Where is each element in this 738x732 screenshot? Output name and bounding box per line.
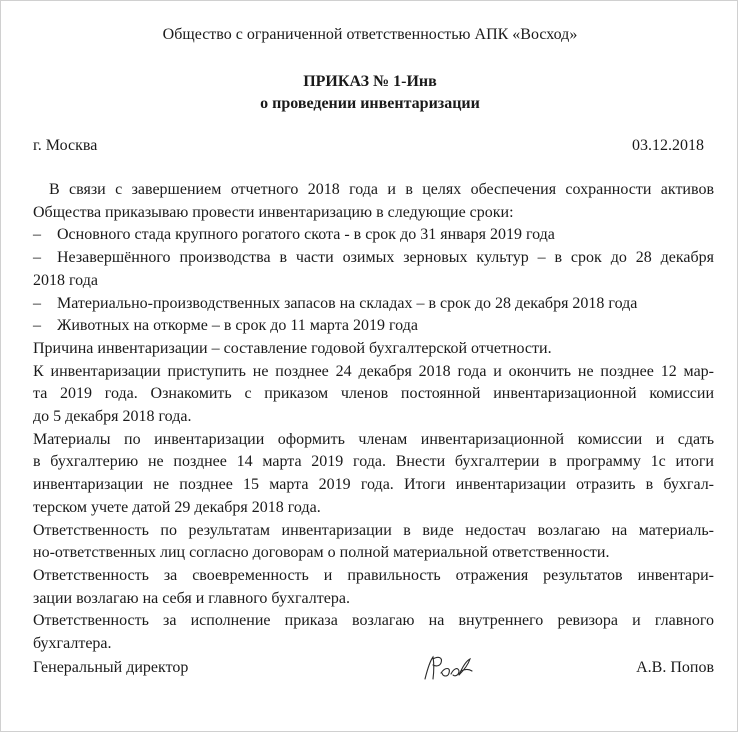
body-line: Ответственность за своевременность и правильность отражения результатов инвентари- — [33, 566, 714, 584]
company-name: Общество с ограниченной ответственностью АПК «Восход» — [162, 26, 578, 43]
body-line: в бухгалтерию не позднее 14 марта 2019 года. Внести бухгалтерии в программу 1с итоги — [33, 453, 714, 471]
list-item: – Основного стада крупного рогатого скота - в срок до 31 января 2019 года — [33, 226, 555, 244]
order-number: ПРИКАЗ № 1-Инв — [303, 73, 437, 90]
order-body — [33, 179, 714, 656]
body-line: но-ответственных лиц согласно договорам о полной материальной ответственности. — [33, 544, 610, 562]
body-line: зации возлагаю на себя и главного бухгалтера. — [33, 589, 350, 607]
body-line: Причина инвентаризации – составление годовой бухгалтерской отчетности. — [33, 339, 552, 357]
list-item: – Животных на откорме – в срок до 11 марта 2019 года — [33, 317, 418, 335]
body-line: 2018 года — [33, 271, 98, 289]
list-item: – Незавершённого производства в части озимых зерновых культур – в срок до 28 декабря — [33, 249, 714, 267]
body-line: В связи с завершением отчетного 2018 года и в целях обеспечения сохранности активов — [49, 181, 714, 198]
body-line: та 2019 года. Ознакомить с приказом членов постоянной инвентаризационной комиссии — [33, 385, 714, 403]
body-line: Ответственность по результатам инвентаризации в виде недостач возлагаю на материаль- — [33, 521, 714, 539]
body-line: Ответственность за исполнение приказа возлагаю на внутреннего ревизора и главного — [33, 612, 714, 630]
order-title — [1, 71, 738, 115]
body-line: Материалы по инвентаризации оформить членам инвентаризационной комиссии и сдать — [33, 430, 714, 448]
body-line: инвентаризации не позднее 15 марта 2019 года. Итоги инвентаризации отразить в бухгал- — [33, 476, 714, 494]
list-item: – Материально-производственных запасов на складах – в срок до 28 декабря 2018 года — [33, 294, 638, 312]
body-line: бухгалтера. — [33, 635, 112, 653]
body-line: терском учете датой 29 декабря 2018 года. — [33, 498, 321, 516]
order-subject: о проведении инвентаризации — [260, 95, 480, 112]
body-line: до 5 декабря 2018 года. — [33, 408, 192, 426]
order-place: г. Москва — [33, 137, 98, 154]
signer-position: Генеральный директор — [33, 659, 189, 676]
signer-name: А.В. Попов — [636, 659, 714, 676]
body-line: Общества приказываю провести инвентаризацию в следующие сроки: — [33, 203, 514, 221]
body-line: К инвентаризации приступить не позднее 24 декабря 2018 года и окончить не позднее 12 мар- — [33, 362, 714, 380]
order-date: 03.12.2018 — [632, 137, 704, 154]
handwritten-signature — [421, 653, 476, 683]
